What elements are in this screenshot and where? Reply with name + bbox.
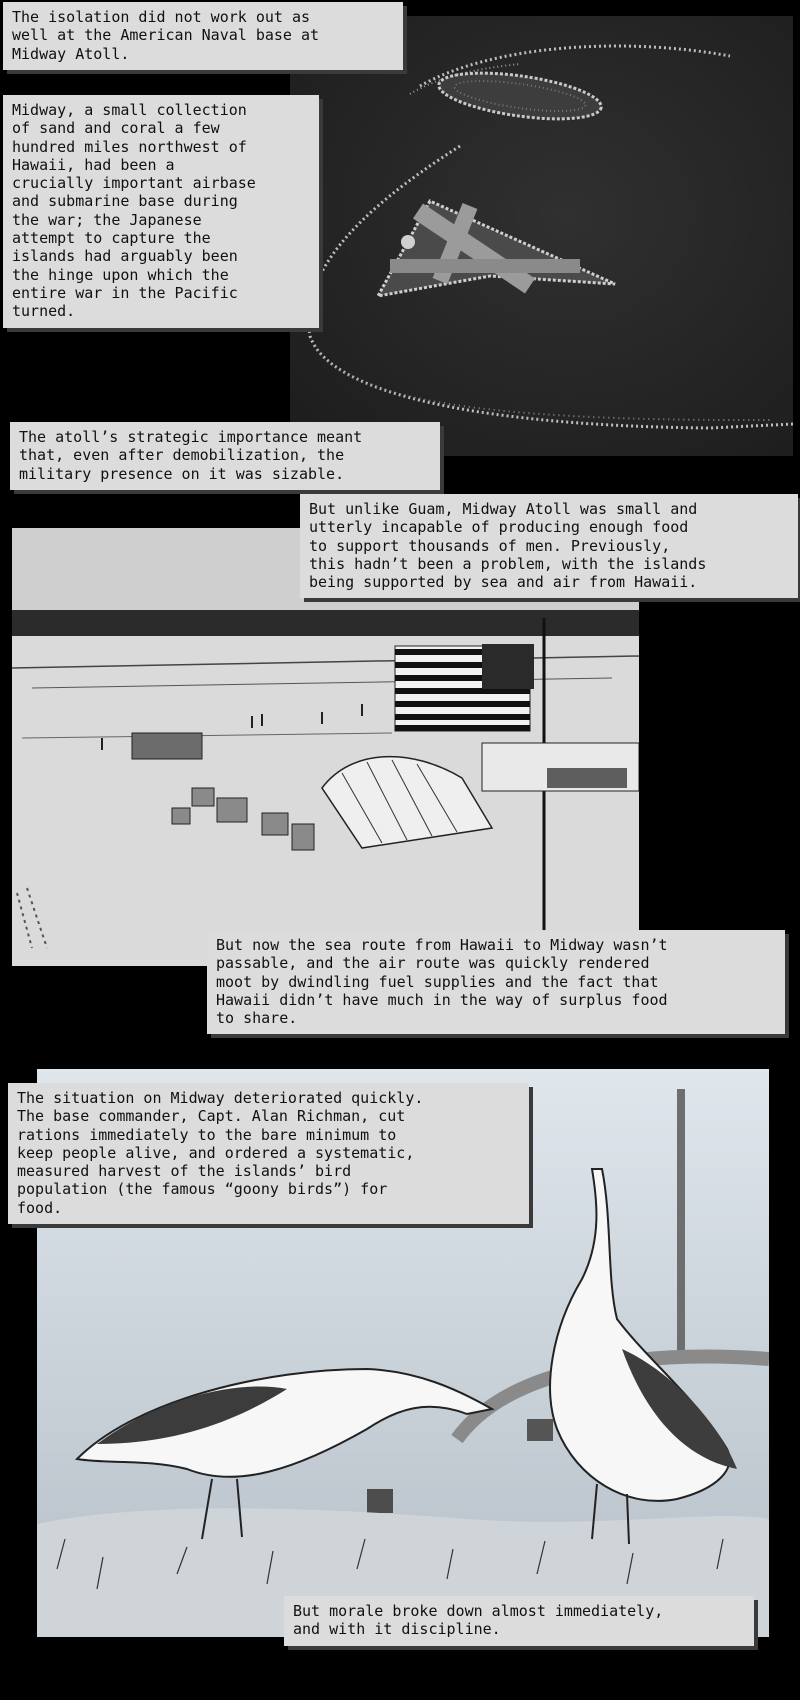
atoll-aerial-illustration	[290, 16, 793, 456]
caption-strategic-importance: The atoll’s strategic importance meant that, even after demobilization, the military presence on it was sizable.	[10, 422, 440, 490]
caption-midway-history: Midway, a small collection of sand and coral a few hundred miles northwest of Hawaii, had been a crucially important airbase and submarine base during the war; the Japanese attempt to capture the islands had arguably been the hinge upon which the entire war in the Pacific turned.	[3, 95, 319, 328]
caption-unlike-guam: But unlike Guam, Midway Atoll was small and utterly incapable of producing enough food to support thousands of men. Previously, this hadn’t been a problem, with the islands being supported by sea and air from Hawaii.	[300, 494, 798, 598]
caption-morale: But morale broke down almost immediately, and with it discipline.	[284, 1596, 754, 1646]
atoll-aerial-panel	[290, 16, 793, 456]
caption-situation-deteriorated: The situation on Midway deteriorated quickly. The base commander, Capt. Alan Richman, cut rations immediately to the bare minimum to keep people alive, and ordered a systematic, measured harvest of the islands’ bird population (the famous “goony birds”) for food.	[8, 1083, 529, 1224]
us-flag-icon	[395, 644, 534, 731]
caption-isolation: The isolation did not work out as well at the American Naval base at Midway Atoll.	[3, 2, 403, 70]
caption-sea-route: But now the sea route from Hawaii to Midway wasn’t passable, and the air route was quickly rendered moot by dwindling fuel supplies and the fact that Hawaii didn’t have much in the way of surplus food to share.	[207, 930, 785, 1034]
